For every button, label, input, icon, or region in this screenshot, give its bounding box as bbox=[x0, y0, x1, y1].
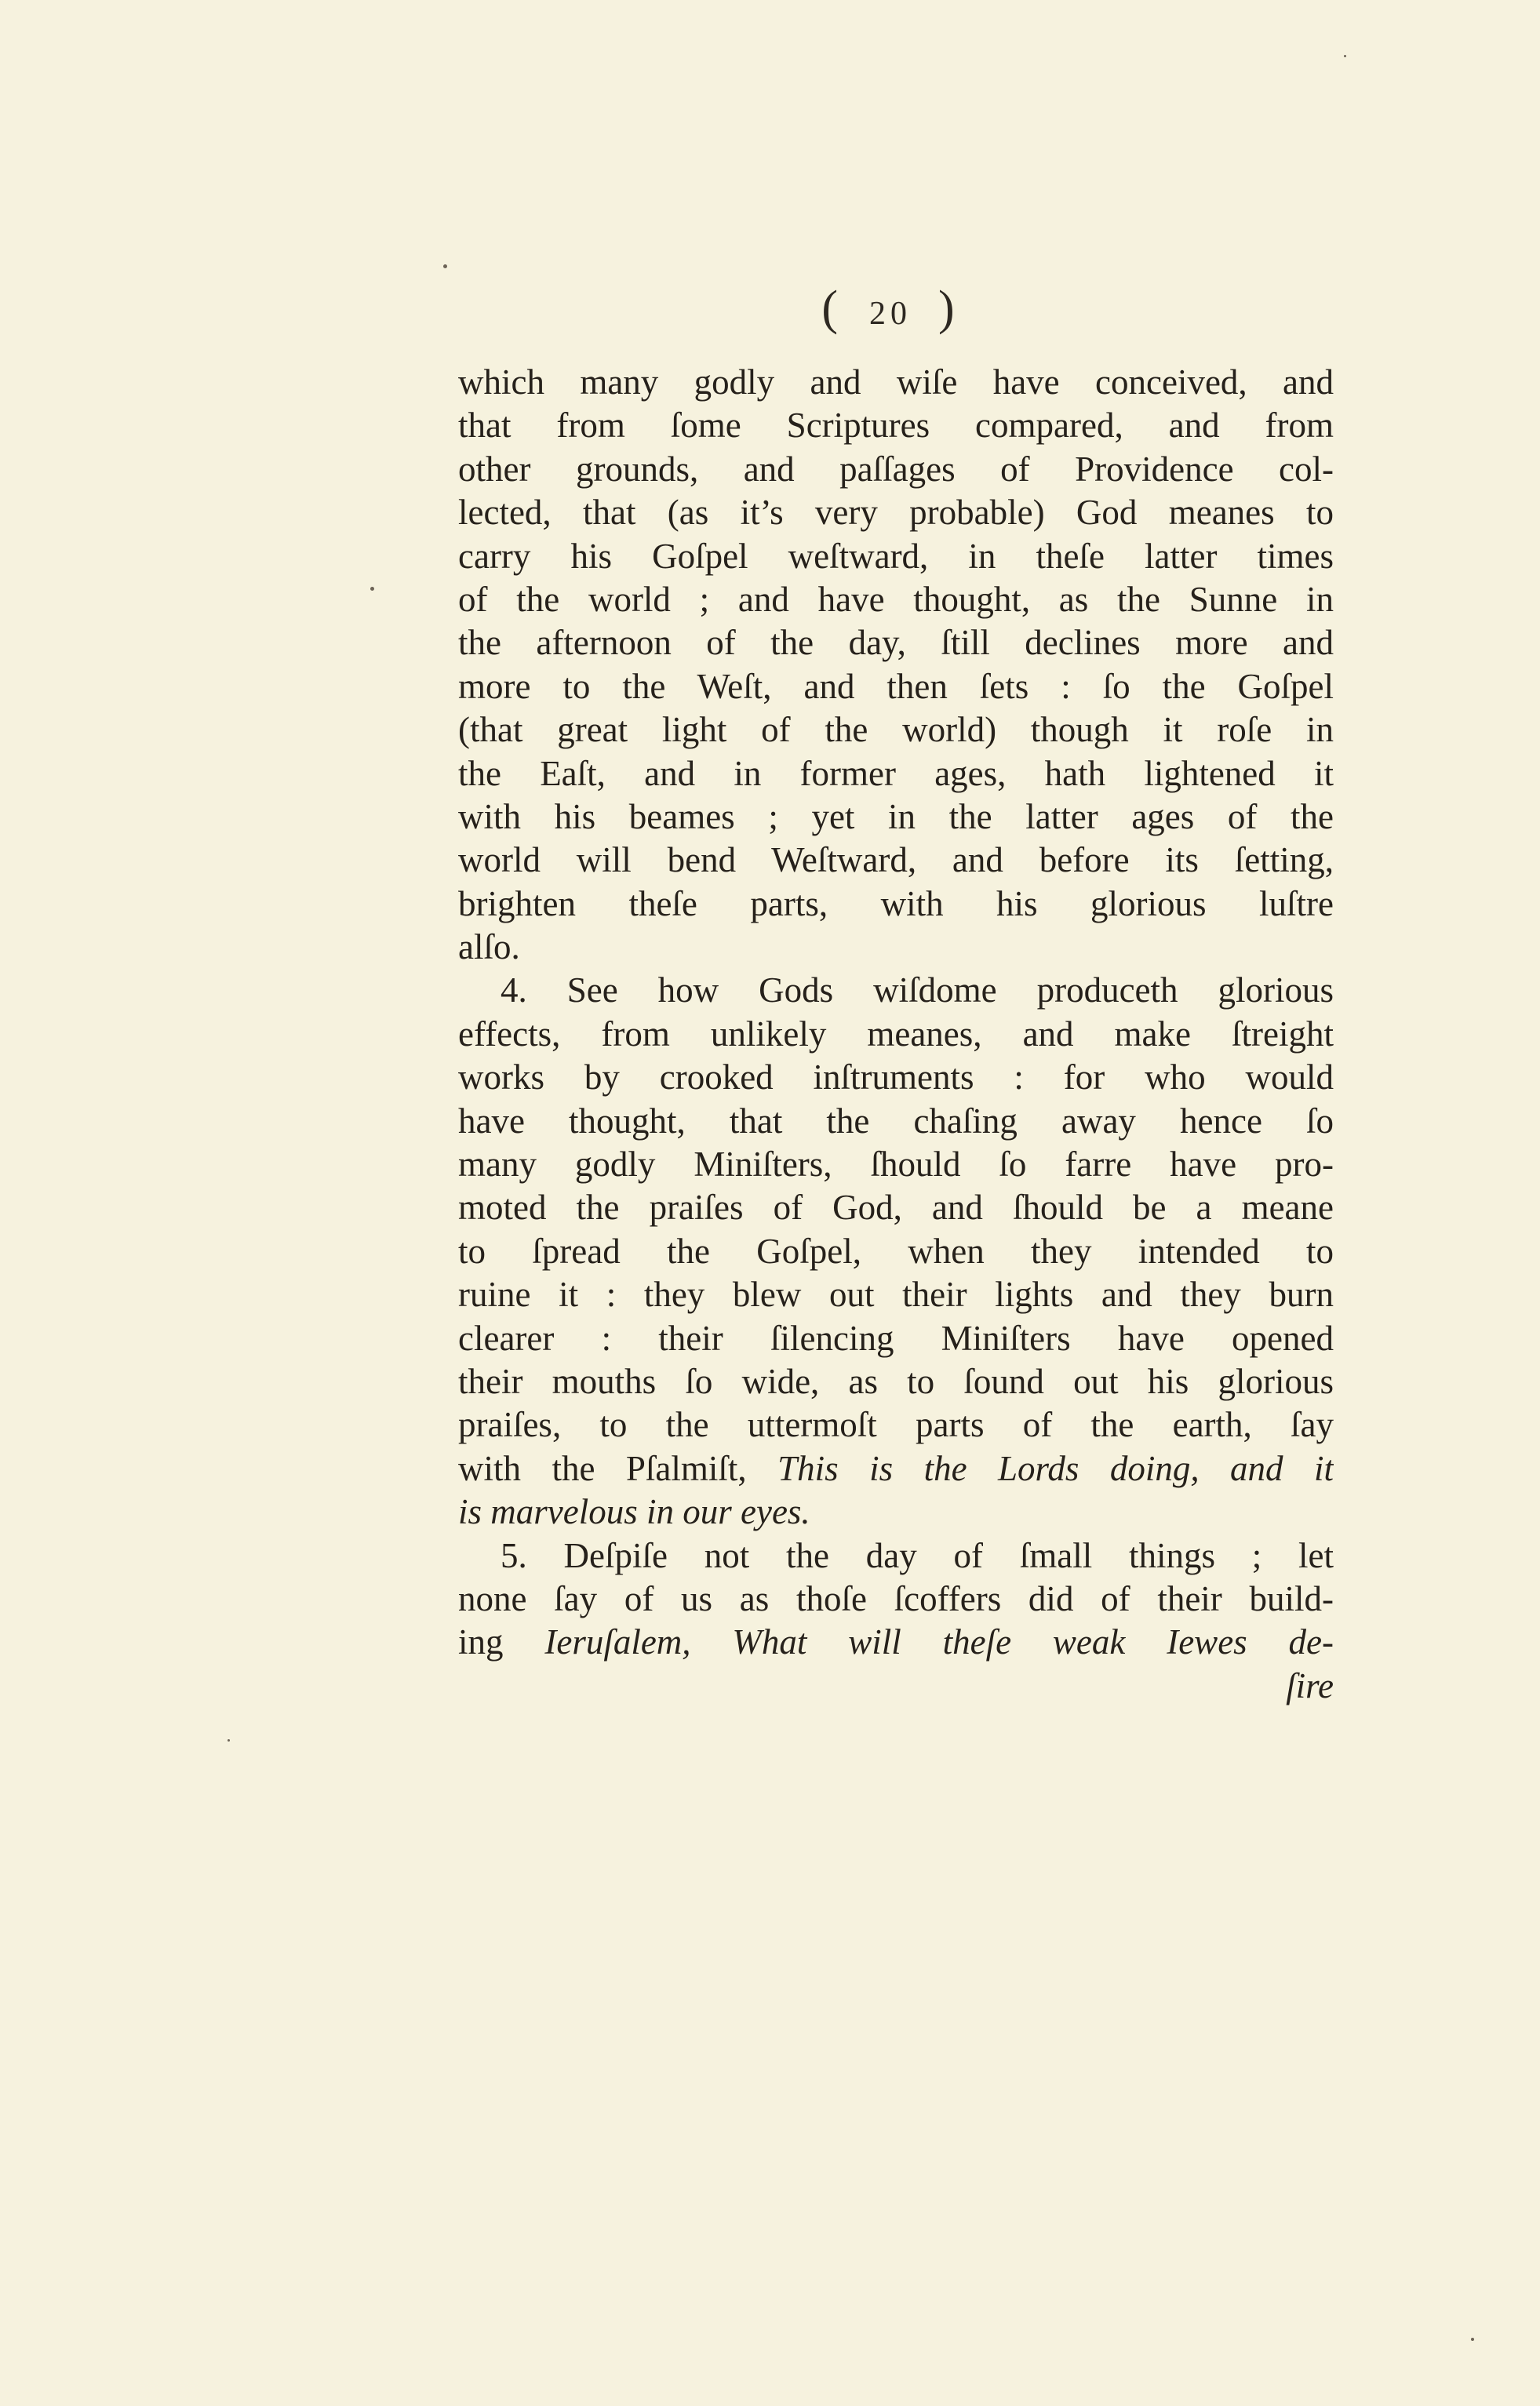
text-line: of the world ; and have thought, as the Sunne in bbox=[458, 579, 1334, 619]
text-line: to ſpread the Goſpel, when they intended to bbox=[458, 1231, 1334, 1271]
page-speck bbox=[1344, 55, 1346, 57]
page-number-open-paren: ( bbox=[821, 282, 843, 335]
page-speck bbox=[228, 1739, 230, 1742]
text-line: clearer : their ſilencing Miniſters have opened bbox=[458, 1318, 1334, 1358]
text-line: more to the Weſt, and then ſets : ſo the Goſpel bbox=[458, 666, 1334, 706]
italic-text: This is the Lords doing, and it bbox=[777, 1448, 1334, 1488]
text-line: the Eaſt, and in former ages, hath lightened it bbox=[458, 753, 1334, 793]
text-line: carry his Goſpel weſtward, in theſe latter times bbox=[458, 536, 1334, 576]
text-line: brighten theſe parts, with his glorious luſtre bbox=[458, 883, 1334, 923]
text-line: world will bend Weſtward, and before its ſetting, bbox=[458, 840, 1334, 880]
text-line: moted the praiſes of God, and ſhould be a meane bbox=[458, 1188, 1334, 1228]
page-number-close-paren: ) bbox=[938, 282, 959, 335]
text-line: (that great light of the world) though it roſe in bbox=[458, 710, 1334, 750]
page-speck bbox=[370, 587, 374, 591]
text-line: that from ſome Scriptures compared, and from bbox=[458, 406, 1334, 446]
text-line: with his beames ; yet in the latter ages of the bbox=[458, 796, 1334, 836]
text-line: their mouths ſo wide, as to ſound out his glorious bbox=[458, 1361, 1334, 1401]
body-text bbox=[458, 361, 1334, 1708]
text-line bbox=[458, 1447, 1334, 1491]
text-line: 4. See how Gods wiſdome produceth glorious bbox=[501, 970, 1334, 1010]
text-line: none ſay of us as thoſe ſcoffers did of their build- bbox=[458, 1578, 1334, 1618]
text-line: lected, that (as it’s very probable) God meanes to bbox=[458, 493, 1334, 533]
text-line bbox=[458, 1621, 1334, 1664]
text-line: praiſes, to the uttermoſt parts of the earth, ſay bbox=[458, 1405, 1334, 1445]
page-number-value: 20 bbox=[869, 296, 912, 332]
text-line: works by crooked inſtruments : for who would bbox=[458, 1057, 1334, 1097]
page-number bbox=[0, 281, 1540, 337]
roman-text: with the Pſalmiſt, bbox=[458, 1448, 778, 1488]
text-line: ruine it : they blew out their lights and they burn bbox=[458, 1275, 1334, 1315]
text-line: 5. Deſpiſe not the day of ſmall things ; let bbox=[501, 1535, 1334, 1575]
page-speck bbox=[1471, 2338, 1474, 2341]
text-line: other grounds, and paſſages of Providence col- bbox=[458, 449, 1334, 489]
text-line: effects, from unlikely meanes, and make ſtreight bbox=[458, 1014, 1334, 1054]
text-line: alſo. bbox=[458, 927, 520, 967]
text-line: have thought, that the chaſing away hence ſo bbox=[458, 1101, 1334, 1141]
page-speck bbox=[443, 264, 447, 268]
catchword: ſire bbox=[1286, 1665, 1334, 1705]
italic-text: Ieruſalem, What will theſe weak Iewes de- bbox=[544, 1622, 1334, 1662]
text-line: which many godly and wiſe have conceived, and bbox=[458, 362, 1334, 402]
text-line: the afternoon of the day, ſtill declines more and bbox=[458, 623, 1334, 663]
roman-text: ing bbox=[458, 1622, 545, 1662]
text-line: is marvelous in our eyes. bbox=[458, 1492, 810, 1532]
text-line: many godly Miniſters, ſhould ſo farre have pro- bbox=[458, 1145, 1334, 1185]
